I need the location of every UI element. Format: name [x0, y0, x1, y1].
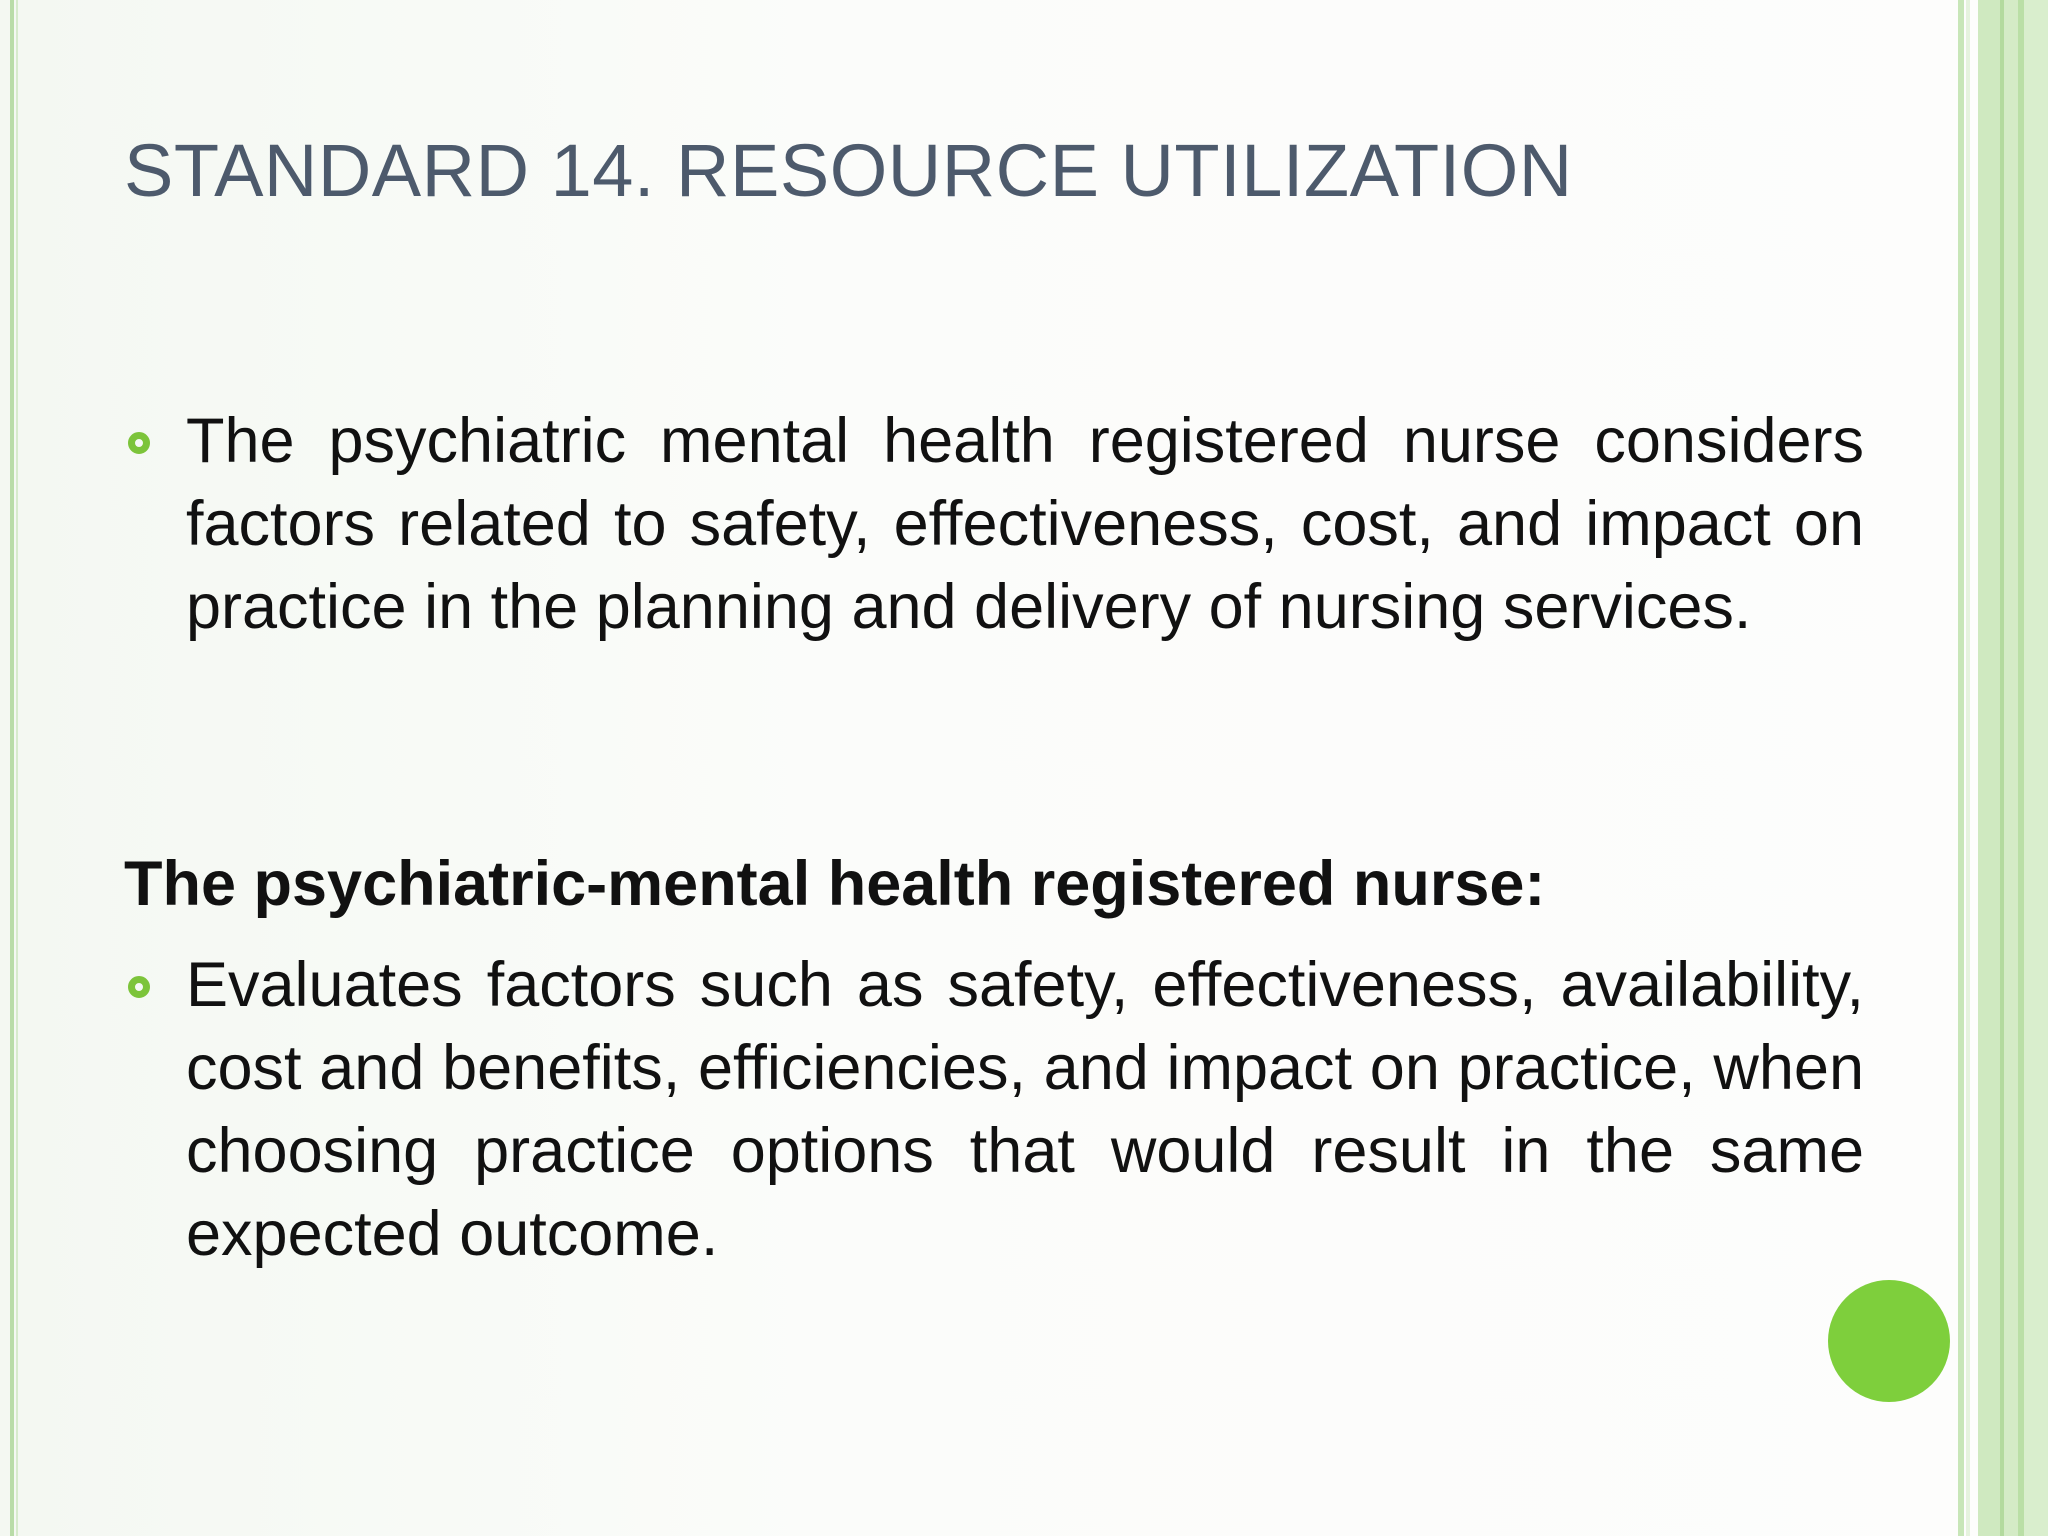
right-stripe	[1978, 0, 2000, 1536]
slide-title: STANDARD 14. RESOURCE UTILIZATION	[124, 129, 1573, 212]
bullet-item	[124, 944, 1864, 1276]
hollow-circle-icon	[128, 432, 150, 454]
filled-circle-icon	[1828, 1280, 1950, 1402]
section-heading: The psychiatric-mental health registered nurse:	[124, 849, 1546, 919]
right-stripe	[1958, 0, 1964, 1536]
bullet-text: The psychiatric mental health registered nurse considers factors related to safety, effectiveness, cost, and impact on practice in the planning and delivery of nursing services.	[186, 406, 1864, 642]
left-border-line-inner	[16, 0, 18, 1536]
right-stripe	[1966, 0, 1970, 1536]
right-stripe	[2004, 0, 2018, 1536]
bullet-item	[124, 400, 1864, 649]
right-stripe	[2024, 0, 2048, 1536]
hollow-circle-icon	[128, 976, 150, 998]
bullet-text: Evaluates factors such as safety, effectiveness, availability, cost and benefits, efficiencies, and impact on practice, when choosing practice options that would result in the same expected outcome.	[186, 950, 1864, 1269]
left-border-line	[10, 0, 14, 1536]
